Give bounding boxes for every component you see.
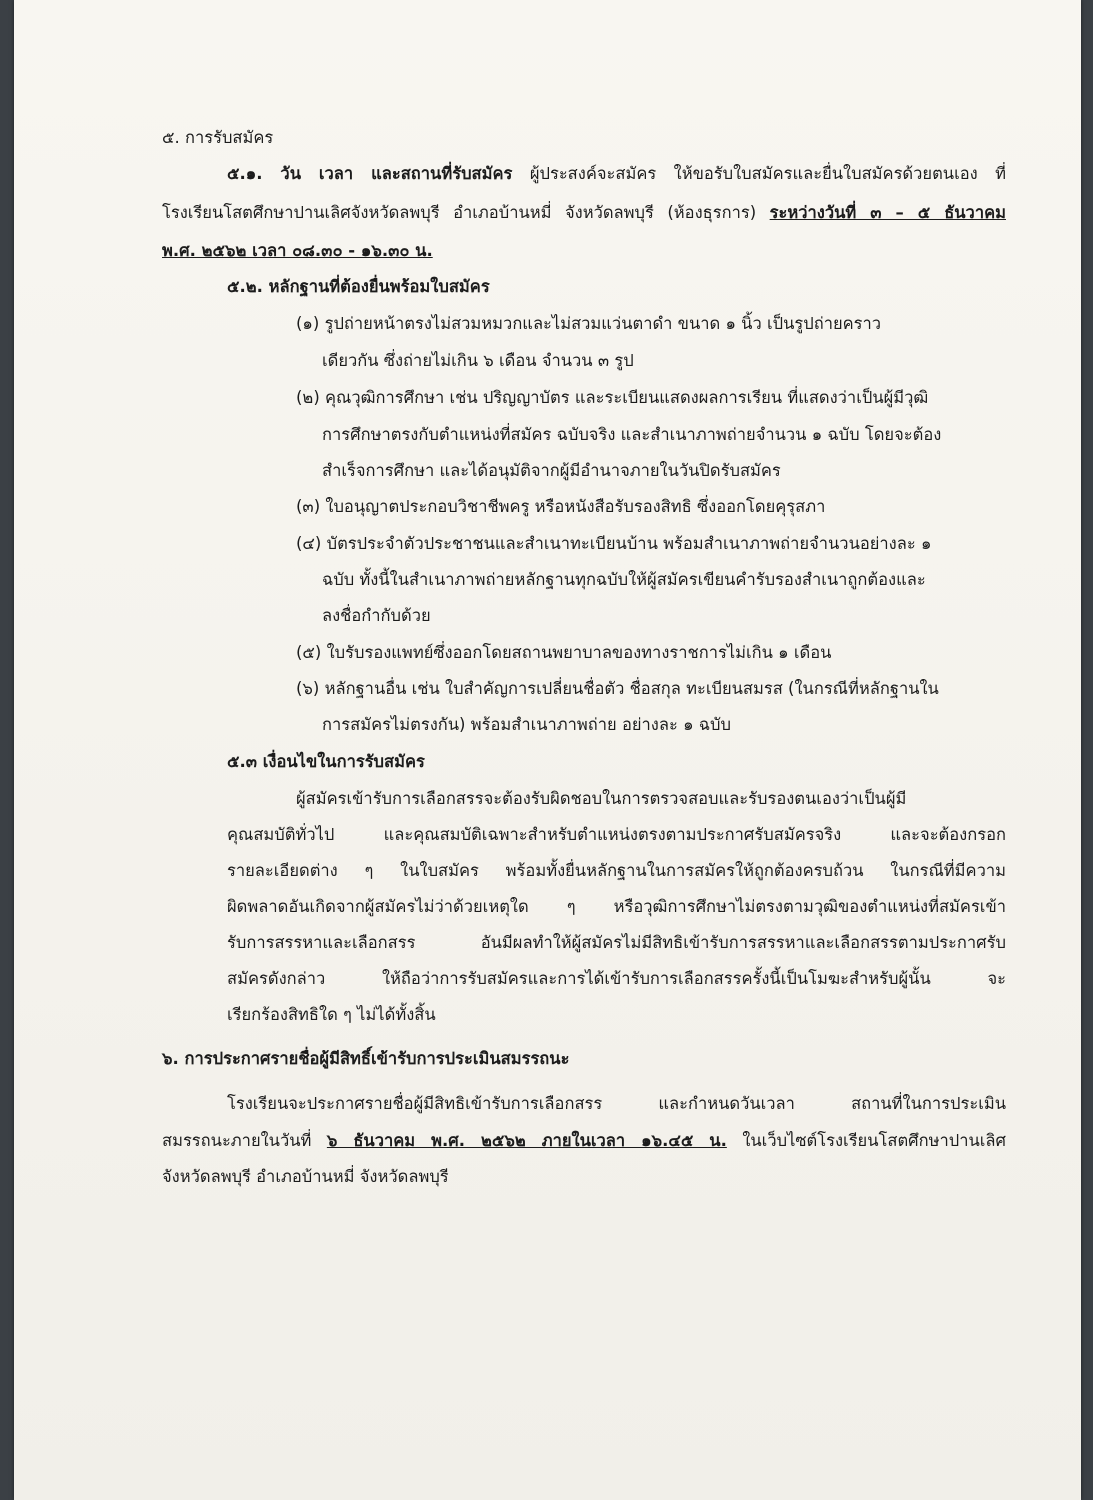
- evidence-item-3-line-1: (๓) ใบอนุญาตประกอบวิชาชีพครู หรือหนังสือรับรองสิทธิ ซึ่งออกโดยคุรุสภา: [296, 497, 826, 516]
- evidence-item-1-line-2: เดียวกัน ซึ่งถ่ายไม่เกิน ๖ เดือน จำนวน ๓ รูป: [322, 351, 634, 370]
- section-5-1-time: พ.ศ. ๒๕๖๒ เวลา ๐๘.๓๐ - ๑๖.๓๐ น.: [162, 241, 433, 260]
- section-5-1-line-2-text: โรงเรียนโสตศึกษาปานเลิศจังหวัดลพบุรี อำเภอบ้านหมี่ จังหวัดลพบุรี (ห้องธุรการ): [162, 203, 770, 222]
- evidence-item-2-line-1: (๒) คุณวุฒิการศึกษา เช่น ปริญญาบัตร และระเบียนแสดงผลการเรียน ที่แสดงว่าเป็นผู้มีวุฒิ: [296, 388, 929, 407]
- evidence-item-4-line-3: ลงชื่อกำกับด้วย: [322, 606, 431, 625]
- section-6-heading: ๖. การประกาศรายชื่อผู้มีสิทธิ์เข้ารับการประเมินสมรรถนะ: [162, 1049, 570, 1068]
- section-6-line-2: [162, 1129, 1006, 1153]
- section-5-3-line-4: ผิดพลาดอันเกิดจากผู้สมัครไม่ว่าด้วยเหตุใด ๆ หรือวุฒิการศึกษาไม่ตรงตามวุฒิของตำแหน่งที่สมัครเข้า: [227, 897, 1006, 916]
- evidence-item-5-line-1: (๕) ใบรับรองแพทย์ซึ่งออกโดยสถานพยาบาลของทางราชการไม่เกิน ๑ เดือน: [296, 643, 832, 662]
- evidence-item-2-line-2: การศึกษาตรงกับตำแหน่งที่สมัคร ฉบับจริง และสำเนาภาพถ่ายจำนวน ๑ ฉบับ โดยจะต้อง: [322, 425, 942, 444]
- section-6-line-2-text: สมรรถนะภายในวันที่: [162, 1131, 327, 1150]
- section-5-1-line-1: [227, 162, 1006, 186]
- section-5-heading: ๕. การรับสมัคร: [162, 128, 274, 147]
- section-6-line-1: โรงเรียนจะประกาศรายชื่อผู้มีสิทธิเข้ารับการเลือกสรร และกำหนดวันเวลา สถานที่ในการประเมิน: [227, 1094, 1006, 1113]
- section-5-3-line-5: รับการสรรหาและเลือกสรร อันมีผลทำให้ผู้สมัครไม่มีสิทธิเข้ารับการสรรหาและเลือกสรรตามประกาศรับ: [227, 933, 1006, 952]
- evidence-item-1-line-1: (๑) รูปถ่ายหน้าตรงไม่สวมหมวกและไม่สวมแว่นตาดำ ขนาด ๑ นิ้ว เป็นรูปถ่ายคราว: [296, 314, 882, 333]
- evidence-item-4-line-1: (๔) บัตรประจำตัวประชาชนและสำเนาทะเบียนบ้าน พร้อมสำเนาภาพถ่ายจำนวนอย่างละ ๑: [296, 534, 932, 553]
- section-6-announce-date: ๖ ธันวาคม พ.ศ. ๒๕๖๒ ภายในเวลา ๑๖.๔๕ น.: [326, 1131, 727, 1150]
- section-5-1-line-2: [162, 201, 1006, 225]
- section-5-1-label: ๕.๑. วัน เวลา และสถานที่รับสมัคร: [227, 164, 513, 183]
- section-5-3-line-2: คุณสมบัติทั่วไป และคุณสมบัติเฉพาะสำหรับตำแหน่งตรงตามประกาศรับสมัครจริง และจะต้องกรอก: [227, 825, 1006, 844]
- evidence-item-6-line-2: การสมัครไม่ตรงกัน) พร้อมสำเนาภาพถ่าย อย่างละ ๑ ฉบับ: [322, 715, 731, 734]
- evidence-item-6-line-1: (๖) หลักฐานอื่น เช่น ใบสำคัญการเปลี่ยนชื่อตัว ชื่อสกุล ทะเบียนสมรส (ในกรณีที่หลักฐานใน: [296, 679, 939, 698]
- section-5-1-line-3: [162, 239, 433, 263]
- section-6-line-2-rest: ในเว็บไซต์โรงเรียนโสตศึกษาปานเลิศ: [726, 1131, 1007, 1150]
- section-5-2-heading: ๕.๒. หลักฐานที่ต้องยื่นพร้อมใบสมัคร: [227, 277, 490, 296]
- section-5-3-line-6: สมัครดังกล่าว ให้ถือว่าการรับสมัครและการได้เข้ารับการเลือกสรรครั้งนี้เป็นโมฆะสำหรับผู้นั้น จะ: [227, 969, 1006, 988]
- section-5-3-line-1: ผู้สมัครเข้ารับการเลือกสรรจะต้องรับผิดชอบในการตรวจสอบและรับรองตนเองว่าเป็นผู้มี: [296, 789, 907, 808]
- section-5-3-heading: ๕.๓ เงื่อนไขในการรับสมัคร: [227, 752, 425, 771]
- document-page: [14, 0, 1081, 1500]
- evidence-item-2-line-3: สำเร็จการศึกษา และได้อนุมัติจากผู้มีอำนาจภายในวันปิดรับสมัคร: [322, 461, 781, 480]
- section-5-3-line-3: รายละเอียดต่าง ๆ ในใบสมัคร พร้อมทั้งยื่นหลักฐานในการสมัครให้ถูกต้องครบถ้วน ในกรณีที่มีความ: [227, 861, 1006, 880]
- section-5-3-line-7: เรียกร้องสิทธิใด ๆ ไม่ได้ทั้งสิ้น: [227, 1005, 436, 1024]
- section-5-1-date-range: ระหว่างวันที่ ๓ – ๕ ธันวาคม: [769, 203, 1006, 222]
- evidence-item-4-line-2: ฉบับ ทั้งนี้ในสำเนาภาพถ่ายหลักฐานทุกฉบับให้ผู้สมัครเขียนคำรับรองสำเนาถูกต้องและ: [322, 570, 926, 589]
- section-6-line-3: จังหวัดลพบุรี อำเภอบ้านหมี่ จังหวัดลพบุรี: [162, 1167, 449, 1186]
- section-5-1-line-1-text: ผู้ประสงค์จะสมัคร ให้ขอรับใบสมัครและยื่นใบสมัครด้วยตนเอง ที่: [512, 164, 1006, 183]
